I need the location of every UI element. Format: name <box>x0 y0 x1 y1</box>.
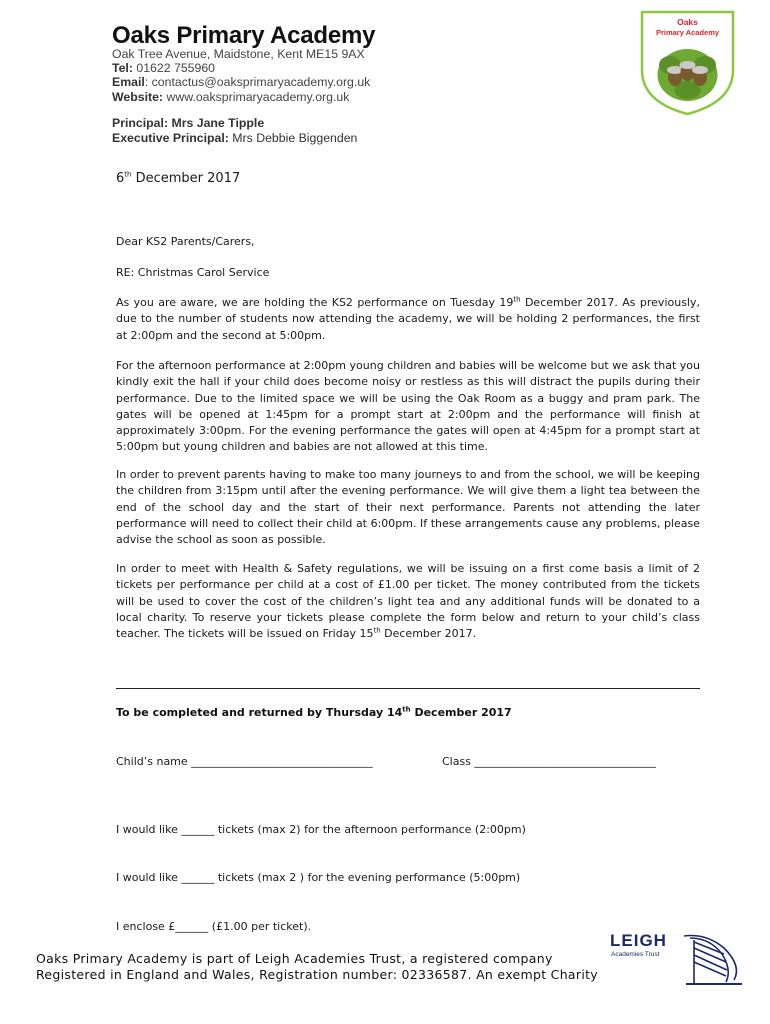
contact-block <box>112 47 370 104</box>
executive-principal <box>112 131 357 146</box>
crest-line1: Oaks <box>677 17 698 27</box>
website-value: www.oaksprimaryacademy.org.uk <box>163 89 350 104</box>
school-name: Oaks Primary Academy <box>112 22 376 49</box>
school-crest-logo <box>640 10 735 116</box>
leigh-academies-trust-logo <box>606 928 746 990</box>
ticket-request-form <box>116 789 526 952</box>
crest-line2: Primary Academy <box>655 28 720 37</box>
staff-block <box>112 116 357 145</box>
letter-paragraph-4: In order to meet with Health & Safety regulations, we will be issuing on a first come basis a limit of 2 tickets per performance per child at a cost of £1.00 per ticket. The money contributed from the tickets will be used to cover the cost of the children’s light tea and any additional funds will be donated to a local charity. To reserve your tickets please complete the form below and return to your child’s class teacher. The tickets will be issued on Friday 15th December 2017. <box>116 562 700 641</box>
bridge-icon <box>684 936 742 985</box>
evening-tickets-field[interactable]: I would like ______ tickets (max 2 ) for the evening performance (5:00pm) <box>116 871 521 885</box>
exec-name: Mrs Debbie Biggenden <box>228 130 358 145</box>
footer-line-2: Registered in England and Wales, Registration number: 02336587. An exempt Charity <box>36 967 599 982</box>
letter-greeting: Dear KS2 Parents/Carers, <box>116 235 255 248</box>
afternoon-tickets-field[interactable]: I would like ______ tickets (max 2) for the afternoon performance (2:00pm) <box>116 822 526 836</box>
exec-label: Executive Principal: <box>112 130 229 145</box>
website-label: Website: <box>112 89 164 104</box>
cut-divider <box>116 688 700 689</box>
letter-date: 6th December 2017 <box>116 170 241 186</box>
letter-paragraph-2: For the afternoon performance at 2:00pm young children and babies will be welcome but we ask that you kindly exit the hall if your child does become noisy or restless as this will distract the pupils during their performance. Due to the limited space we will be using the Oak Room as a buggy and pram park. The gates will be opened at 1:45pm for a prompt start at 2:00pm and the performance will finish at approximately 3:00pm. For the evening performance the gates will open at 4:45pm for a prompt start at 5:00pm but young children and babies are not allowed at this time. <box>116 359 700 454</box>
telephone <box>112 61 370 75</box>
class-field[interactable]: Class _________________________________ <box>442 755 656 768</box>
email <box>112 75 370 89</box>
footer-text <box>36 951 598 983</box>
letter-paragraph-3: In order to prevent parents having to make too many journeys to and from the school, we will be keeping the children from 3:15pm until after the evening performance. We will give them a light tea between the end of the school day and the start of their next performance. Parents not attending the later performance will need to collect their child at 6:00pm. If these arrangements cause any problems, please advise the school as soon as possible. <box>116 468 700 547</box>
letter-subject: RE: Christmas Carol Service <box>116 266 270 279</box>
letter-paragraph-1: As you are aware, we are holding the KS2 performance on Tuesday 19th December 2017. As previously, due to the number of students now attending the academy, we will be holding 2 performances, the first at 2:00pm and the second at 5:00pm. <box>116 295 700 342</box>
child-name-field[interactable]: Child’s name _________________________________ <box>116 755 373 768</box>
website <box>112 90 370 104</box>
leigh-logo-title: LEIGH <box>610 931 667 950</box>
footer-line-1: Oaks Primary Academy is part of Leigh Academies Trust, a registered company <box>36 951 553 966</box>
return-deadline: To be completed and returned by Thursday 14th December 2017 <box>116 705 512 719</box>
payment-enclosed-field[interactable]: I enclose £______ (£1.00 per ticket). <box>116 920 312 934</box>
principal: Principal: Mrs Jane Tipple <box>112 116 265 130</box>
tel-value: 01622 755960 <box>132 61 216 76</box>
address: Oak Tree Avenue, Maidstone, Kent ME15 9AX <box>112 47 365 61</box>
email-label: Email <box>112 75 145 90</box>
email-value: : contactus@oaksprimaryacademy.org.uk <box>144 75 371 90</box>
leigh-logo-subtitle: Academies Trust <box>611 951 660 958</box>
tel-label: Tel: <box>112 61 133 76</box>
